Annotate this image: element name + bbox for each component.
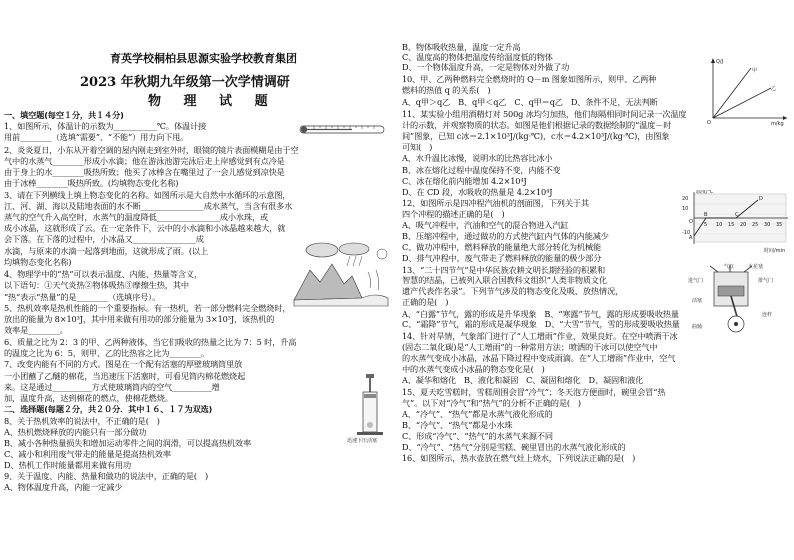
question-line: 间”图象，已知 c冰＝2.1×10³J/(kg·℃)，c水＝4.2×10³J/(kg·℃)，由图象 <box>402 131 670 141</box>
tt-xtick-35: 35 <box>776 222 783 228</box>
question-line: D、“冷气”、“热气”分别是雪糕、碗里冒出的水蒸气液化形成的 <box>402 442 626 452</box>
tt-point-b: B <box>704 212 708 218</box>
question-line: (固态二氧化碳)是“人工增雨”的一种常用方法；喷洒的干冰可以使空气中 <box>402 342 658 352</box>
question-line: C、“霜降”节气，霜的形成是凝华现象 D、“大雪”节气，雪的形成要吸收热量 <box>402 319 680 329</box>
question-line: 可知( ) <box>402 142 433 152</box>
question-line: 四个冲程的描述正确的是( ) <box>402 209 505 219</box>
question-line: 计的示数，并观察物质的状态。如图是他们根据记录的数据绘制的“温度－时 <box>402 120 672 130</box>
question-line: 8、关于热机效率的说法中，不正确的是( ) <box>4 416 160 426</box>
subject-title: 物 理 试 题 <box>148 94 277 109</box>
qm-x-label: m/kg <box>771 121 784 126</box>
question-line: A、吸气冲程中，汽油和空气的混合物进入汽缸 <box>402 220 569 230</box>
question-line: D、排气冲程中，废气带走了燃料释放的能量的极少部分 <box>402 253 602 263</box>
question-line: 9、关于温度、内能、热量和做功的说法中，正确的是( ) <box>4 471 209 481</box>
question-line: 14、针对旱情，气象部门进行了“人工增雨”作业，效果良好。在空中喷洒干冰 <box>402 331 678 341</box>
question-line: 15、夏天吃雪糕时，雪糕周围会冒“冷气”；冬天泡方便面时，碗里会冒“热 <box>402 387 666 397</box>
engine-label-sparkplug: 火花塞 <box>748 264 764 270</box>
question-line: “热”表示“热量”的是________（选填序号）。 <box>4 292 161 302</box>
question-line: 7、改变内能有不同的方式。图是在一个配有活塞的厚壁玻璃筒里放 <box>4 359 243 369</box>
tt-ytick-neg10: -10 <box>682 230 691 236</box>
question-line: 3、请在下列横线上填上物态变化的名称。如图所示是大自然中水循环的示意图， <box>4 190 291 200</box>
q-m-graph <box>703 54 791 126</box>
question-line: 气”。以下对“冷气”和“热气”的分析不正确的是( ) <box>402 398 581 408</box>
question-line: A、物体温度升高，内能一定减少 <box>4 482 123 492</box>
question-line: A、凝华和熔化 B、液化和凝固 C、凝固和熔化 D、凝固和液化 <box>402 375 644 385</box>
question-line: B、减小各种热量损失和增加运动零件之间的润滑，可以提高热机效率 <box>4 438 251 448</box>
question-line: 的水蒸气变成小冰晶，冰晶下降过程中变成雨滴。在“人工增雨”作业中，空气 <box>402 353 676 363</box>
question-line: 6、质量之比为 2：3 的甲、乙两种液体，当它们吸收的热量之比为 7：5 时，升高 <box>4 337 297 347</box>
question-line: C、减小和利用废气带走的能量是提高热机效率 <box>4 449 171 459</box>
question-line: 中的水蒸气变成小冰晶的物态变化是( ) <box>402 364 545 374</box>
fire-syringe-caption: 迅速下压活塞 <box>347 438 378 444</box>
question-line: A、水升温比冰慢，说明水的比热容比冰小 <box>402 153 553 163</box>
question-line: C、做功冲程中，燃料释放的能量绝大部分转化为机械能 <box>402 242 602 252</box>
question-line: B、冰在熔化过程中温度保持不变，内能不变 <box>402 165 561 175</box>
question-line: 成小冰晶，这就形成了云。在一定条件下，云中的小水滴和小冰晶越来越大，就 <box>4 223 286 233</box>
question-line: 的温度之比为 6：5，则甲、乙的比热容之比为________。 <box>4 348 209 358</box>
temperature-time-graph <box>680 190 792 256</box>
engine-label-exhaust: 排气门 <box>758 278 774 284</box>
tt-origin: O <box>689 219 693 225</box>
engine-label-piston: 活塞 <box>692 298 703 304</box>
engine-figure <box>678 262 792 340</box>
question-line: 一小团蘸了乙醚的棉花，当迅速压下活塞时，可看见筒内棉花燃烧起 <box>4 371 246 381</box>
tt-xtick-5: 5 <box>704 222 708 228</box>
question-line: C、冰在熔化前内能增加 4.2×10⁴J <box>402 176 527 186</box>
question-line: C、温度高的物体把温度传给温度低的物体 <box>402 52 553 62</box>
question-line: 正确的是( ) <box>402 297 449 307</box>
question-line: 以下语句：①天气炎热②物体吸热③摩擦生热，其中 <box>4 280 189 290</box>
qm-series-jia: 甲 <box>752 68 758 74</box>
qm-series-yi: 乙 <box>771 86 777 92</box>
question-line: 11、某实验小组用酒精灯对 500g 冰均匀加热，他们每隔相同时间记录一次温度 <box>402 109 687 119</box>
left-column <box>0 0 396 560</box>
question-line: 10、甲、乙两种燃料完全燃烧时的 Q－m 图象如图所示，则甲、乙两种 <box>402 74 657 84</box>
tt-xtick-10: 10 <box>716 222 723 228</box>
question-line: B、“冷气”、“热气”都是小水珠 <box>402 420 513 430</box>
question-line: 13、“二十四节气”是中华民族农耕文明长期经验的积累和 <box>402 265 606 275</box>
tt-xtick-20: 20 <box>740 222 747 228</box>
question-line: B、物体吸收热量，温度一定升高 <box>402 42 521 52</box>
tt-xtick-25: 25 <box>752 222 759 228</box>
tt-point-d: D <box>759 196 763 202</box>
question-line: 16、如图所示，热水壶放在燃气灶上烧水，下列说法正确的是( ) <box>402 453 636 463</box>
question-line: 2、炎炎夏日，小东从开着空调的屋内刚走到室外时，眼镜的镜片表面模糊是由于空 <box>4 145 299 155</box>
section-heading: 一、填空题(每空１分，共１４分) <box>4 110 124 120</box>
question-line: 来。这是通过__________方式使玻璃筒内的空气__________增 <box>4 382 220 392</box>
water-cycle-figure <box>292 240 390 308</box>
question-line: 水滴，与原来的水滴一起落到地面，这就形成了雨。(以上 <box>4 246 208 256</box>
question-line: 放出的能量为 8×10³J，其中用来做有用功的部分能量为 3×10³J，该热机的 <box>4 314 275 324</box>
question-line: 燃料的热值 q 的关系( ) <box>402 85 491 95</box>
engine-label-cylinder: 气缸 <box>724 264 735 270</box>
engine-label-intake: 进气门 <box>688 278 704 284</box>
question-line: 蒸气的空气升入高空时，水蒸气的温度降低________________成小水珠，或 <box>4 212 269 222</box>
engine-label-crankshaft: 曲轴 <box>692 324 703 330</box>
question-line: 遗产代表作名录”。下列节气涉及的物态变化及吸、放热情况， <box>402 286 624 296</box>
fire-syringe-figure <box>345 372 395 444</box>
qm-y-label: Q/J <box>716 59 724 65</box>
engine-label-rod: 连杆 <box>762 312 773 318</box>
question-line: A、“冷气”、“热气”都是水蒸气液化形成的 <box>402 409 553 419</box>
question-line: C、形成“冷气”、“热气”的水蒸气来源不同 <box>402 431 553 441</box>
question-line: A、q甲＞q乙 B、q甲＜q乙 C、q甲＝q乙 D、条件不足，无法判断 <box>402 97 658 107</box>
question-line: 5、热机效率是热机性能的一个重要指标。有一热机，若一部分燃料完全燃烧时， <box>4 303 291 313</box>
tt-x-label: 时间/min <box>764 248 786 254</box>
question-line: 会下落。在下落的过程中，小冰晶又________________成 <box>4 234 204 244</box>
thermometer-figure <box>296 122 392 138</box>
section-heading: 二、选择题(每题２分，共２０分．其中１６、１７为双选) <box>4 404 213 414</box>
question-line: A、热机燃烧释放的内能只有一部分做功 <box>4 427 147 437</box>
exam-title: 2023 年秋期九年级第一次学情调研 <box>80 75 290 90</box>
tt-point-c: C <box>735 212 739 218</box>
tt-xtick-30: 30 <box>764 222 771 228</box>
right-column <box>398 0 794 560</box>
question-line: 气中的水蒸气________形成小水滴；他在游泳池游完泳后走上岸感觉到有点冷是 <box>4 156 285 166</box>
tt-xtick-15: 15 <box>728 222 735 228</box>
question-line: 效率是________。 <box>4 325 68 335</box>
question-line: A、“白露”节气，露的形成是升华现象 B、“寒露”节气，露的形成要吸收热量 <box>402 309 679 319</box>
tt-y-label: 温度/℃ <box>696 190 714 195</box>
qm-origin: O <box>707 120 711 126</box>
question-line: B、压缩冲程中，通过做功的方式使汽缸内气体的内能减少 <box>402 231 609 241</box>
question-line: 智慧的结晶，已被列入联合国教科文组织“人类非物质文化 <box>402 275 607 285</box>
question-line: D、热机工作时能量都用来做有用功 <box>4 460 131 470</box>
question-line: 加，温度升高，达到棉花的燃点，使棉花燃烧。 <box>4 393 173 403</box>
question-line: 均填物态变化名称) <box>4 257 72 267</box>
question-line: 江、河、湖、海以及陆地表面的水不断________________成水蒸气，当含有很多水 <box>4 201 293 211</box>
tt-ytick-10: 10 <box>682 206 689 212</box>
question-line: D、在 CD 段，水吸收的热量是 4.2×10⁴J <box>402 187 553 197</box>
school-title: 育英学校桐柏县思源实验学校教育集团 <box>110 52 297 65</box>
question-line: 1、如图所示，体温计的示数为___________℃。体温计接 <box>4 121 207 131</box>
tt-ytick-20: 20 <box>682 196 689 202</box>
question-line: 由于身上的水________吸热所致；他买了冰棒含在嘴里过了一会儿感觉到凉快是 <box>4 167 285 177</box>
question-line: 12、如图所示是四冲程汽油机的剖面图，下列关于其 <box>402 198 589 208</box>
tt-point-a: A <box>689 235 693 241</box>
question-line: 由于冰棒________吸热所致。(均填物态变化名称) <box>4 178 179 188</box>
question-line: D、一个物体温度升高，一定是物体对外做了功 <box>402 62 570 72</box>
question-line: 用前________（选填“需要”、“不能”）用力向下甩。 <box>4 132 189 142</box>
question-line: 4、物理学中的“热”可以表示温度、内能、热量等含义， <box>4 269 202 279</box>
